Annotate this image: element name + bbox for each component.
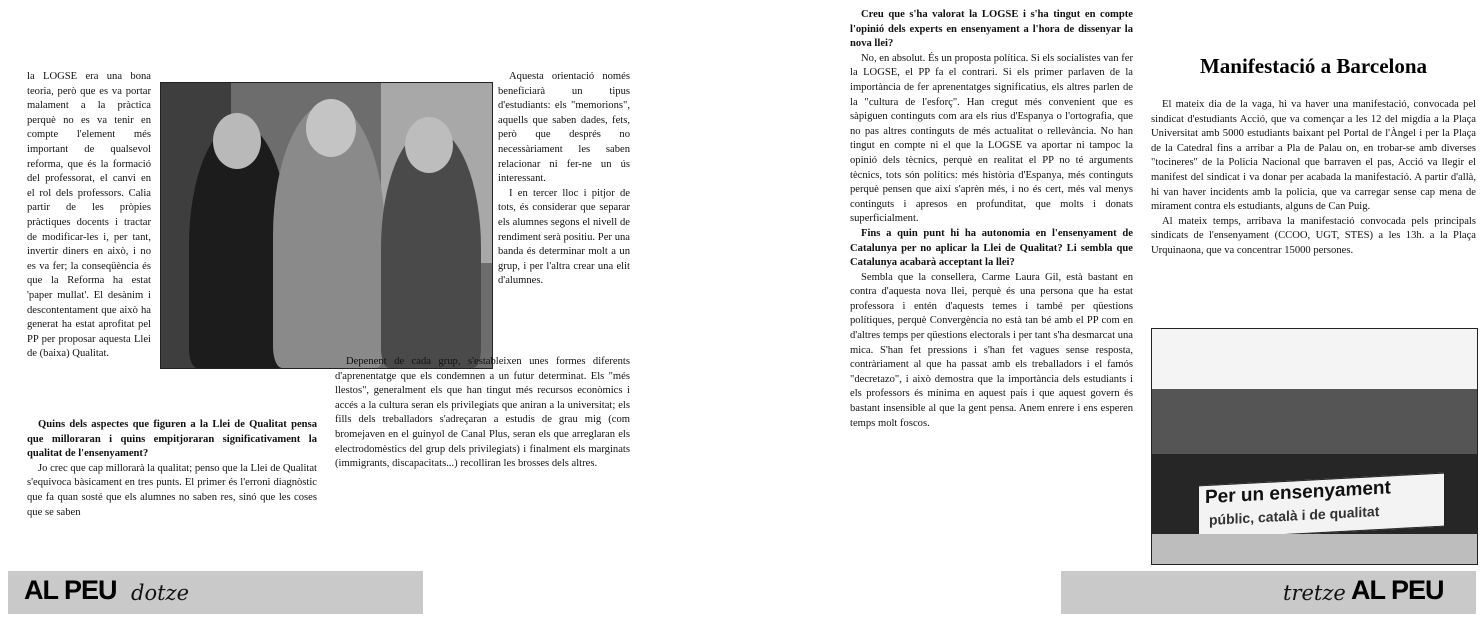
face-left — [213, 113, 261, 169]
right-page — [741, 0, 1482, 621]
face-right — [405, 117, 453, 173]
paragraph: la LOGSE era una bona teoria, però que es va portar malament a la pràctica perquè no es va tenir en compte l'element més important de qualsevol reforma, que és la formació del professorat, el canvi en el rol dels professors. Calia partir de les pròpies pràctiques docents i tractar de modificar-les i, per tant, invertir diners en això, i no es va fer; la conseqüència és que la Reforma ha estat 'paper mullat'. El desànim i descontentament que això ha generat ha estat aprofitat pel PP per proposar aquesta Llei de (baixa) Qualitat. — [27, 71, 151, 360]
sidebar-title: Manifestació a Barcelona — [1199, 54, 1428, 78]
banner-line2: públic, català i de qualitat — [1209, 502, 1380, 528]
right-column-text-wide — [335, 355, 630, 472]
footer-brand: AL PEU — [24, 575, 117, 605]
paragraph: Jo crec que cap millorarà la qualitat; penso que la Llei de Qualitat s'equivoca bàsicament en tres punts. El primer és l'erroni diagnòstic que fa quan sosté que els alumnes no saben res, sinó que les coses que se saben — [27, 462, 317, 518]
paragraph: No, en absolut. És un proposta política. Si els socialistes van fer la LOGSE, el PP fa el contrari. Si els primer parlaven de la importància de fer aprenentatges significatius, els altres parlen de la "cultura de l'esforç". Han cregut més convenient que es sàpiguen continguts com ara els rius d'Espanya o l'ortografia, que no pas altres continguts de més actualitat o rellevància. No han tingut en compte ni el que la LOGSE va aportar ni tampoc la opinió dels tècnics, perquè en realitat el PP no té arguments tècnics, tots són polítics: més història d'Espanya, més continguts perquè pensen que així s'aprèn més, i no és cert, més val menys continguts i apresos en profunditat, que molts i donats superficialment. — [850, 52, 1133, 225]
page-number: dotze — [131, 581, 190, 605]
demonstration-photo — [1151, 328, 1478, 565]
interview-photo — [160, 82, 493, 369]
face-center — [306, 99, 356, 157]
paragraph: El mateix dia de la vaga, hi va haver una manifestació, convocada pel sindicat d'estudiants Acció, que va començar a les 12 del migdia a la Plaça Universitat amb 5000 estudiants baixant pel Portal de l'Àngel i per la Plaça de la Catedral fins a arribar a Pla de Palau on, en trobar-se amb diverses "tocineres" de la Policia Nacional que barraven el pas, Acció va llegir el manifest del sindicat i va donar per acabada la manifestació. A partir d'allà, hi van haver incidents amb la policia, que va carregar sense cap mena de mirament contra els estudiants, alguns de Can Puig. — [1151, 99, 1476, 213]
page-number: tretze — [1283, 581, 1346, 605]
right-column-text-narrow — [498, 70, 630, 289]
interview-question: Creu que s'ha valorat la LOGSE i s'ha tingut en compte l'opinió dels experts en ensenyament a l'hora de dissenyar la nova llei? — [850, 9, 1133, 50]
footer-bar-right — [1061, 571, 1476, 614]
left-column-text-wide — [27, 388, 317, 520]
sidebar-text — [1151, 98, 1476, 259]
street — [1152, 534, 1477, 564]
footer-bar-left — [8, 571, 423, 614]
paragraph: Sembla que la consellera, Carme Laura Gil, està bastant en contra d'aquesta nova llei, perquè és una persona que ha estat professora i entén d'aquests temes i també per qüestions polítiques, perquè Convergència no està tan bé amb el PP com en d'altres temps per qüestions electorals i per tant s'ha desmarcat una mica. S'han fet pressions i s'han fet vagues sense resposta, contràriament al que ha passat amb els treballadors i el famós "decretazo", i això demostra que la importància dels estudiants i els professors és mínima en aquest país i que aquest govern és bastant insensible al que la gent pensa. Anem enrere i ens esperen temps molt foscos. — [850, 271, 1133, 429]
banner-line1: Per un ensenyament — [1205, 477, 1391, 509]
left-column-text-narrow — [27, 70, 151, 410]
paragraph: Al mateix temps, arribava la manifestació convocada pels principals sindicats de l'ensenyament (CCOO, UGT, STES) a les 13h. a la Plaça Urquinaona, que va concentrar 15000 persones. — [1151, 215, 1476, 256]
paragraph: I en tercer lloc i pitjor de tots, és considerar que separar els alumnes segons el nivell de rendiment serà positiu. Per una banda és determinar molt a un grup, i per l'altra crear una elit d'alumnes. — [498, 187, 630, 287]
interview-column — [850, 8, 1133, 431]
paragraph: Depenent de cada grup, s'estableixen unes formes diferents d'aprenentatge que els condemnen a un futur determinat. Els "més llestos", generalment els que han tingut més recursos econòmics i accés a la cultura seran els privilegiats que aniran a la universitat; els fills dels treballadors s'adreçaran a estudis de grau mig (com bromejaven en el guinyol de Canal Plus, seran els que arreglaran els electrodomèstics del grup dels privilegiats) i finalment els marginats (immigrants, discapacitats...) recolliran les brosses dels altres. — [335, 356, 630, 470]
footer-brand: AL PEU — [1351, 575, 1444, 605]
interview-question: Fins a quin punt hi ha autonomia en l'ensenyament de Catalunya per no aplicar la Llei de Qualitat? Li sembla que Catalunya acabarà acceptant la llei? — [850, 227, 1133, 269]
paragraph: Aquesta orientació només beneficiarà un tipus d'estudiants: els "memorions", aquells que saben dades, fets, però que després no necessàriament les saben relacionar ni fer-ne un ús interessant. — [498, 71, 630, 185]
interview-question: Quins dels aspectes que figuren a la Llei de Qualitat pensa que milloraran i quins empitjoraran significativament la qualitat de l'ensenyament? — [27, 419, 317, 460]
